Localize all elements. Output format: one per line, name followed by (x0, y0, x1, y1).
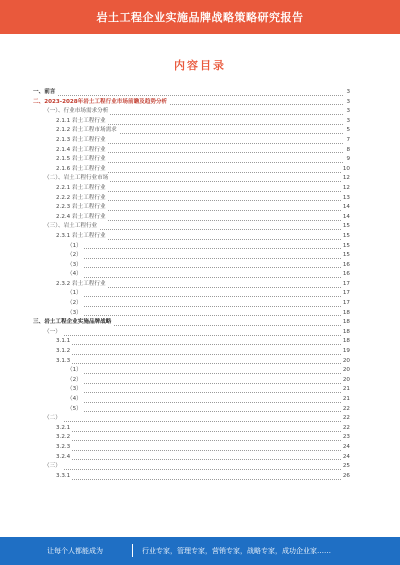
toc-entry[interactable] (33, 299, 350, 309)
toc-leader-dots (67, 392, 343, 393)
toc-entry-page: 22 (342, 405, 350, 415)
table-of-contents (33, 88, 350, 481)
toc-entry-label: 3.1.3 (56, 357, 72, 367)
toc-entry[interactable] (33, 433, 350, 443)
toc-entry-page: 24 (342, 443, 350, 453)
toc-entry[interactable] (33, 472, 350, 482)
toc-entry-label: 2.1.4 岩土工程行业 (56, 146, 108, 156)
toc-entry-label: 2.1.1 岩土工程行业 (56, 117, 108, 127)
toc-entry-label: （三）、岩土工程行业 (44, 222, 99, 232)
report-header-bar (0, 0, 400, 34)
toc-entry-page: 17 (342, 289, 350, 299)
toc-entry-label: （1） (67, 289, 84, 299)
footer-bar (0, 537, 400, 565)
toc-leader-dots (56, 450, 343, 451)
toc-entry-page: 15 (342, 251, 350, 261)
toc-entry-page: 24 (342, 453, 350, 463)
toc-entry-label: 3.1.1 (56, 337, 72, 347)
toc-entry[interactable] (33, 213, 350, 223)
toc-leader-dots (33, 95, 343, 96)
toc-leader-dots (67, 267, 343, 268)
toc-entry-page: 22 (342, 414, 350, 424)
toc-entry[interactable] (33, 347, 350, 357)
toc-entry-label: 2.2.4 岩土工程行业 (56, 213, 108, 223)
toc-entry[interactable] (33, 337, 350, 347)
toc-entry[interactable] (33, 289, 350, 299)
toc-entry-page: 20 (342, 366, 350, 376)
toc-entry-label: （一） (44, 328, 63, 338)
toc-entry-page: 18 (342, 318, 350, 328)
toc-entry-page: 8 (345, 146, 350, 156)
toc-entry[interactable] (33, 261, 350, 271)
footer-slogan: 让每个人都能成为 (47, 547, 103, 555)
toc-entry-label: （5） (67, 405, 84, 415)
toc-entry-page: 15 (342, 222, 350, 232)
toc-heading: 内容目录 (174, 59, 226, 72)
toc-entry-label: 2.2.3 岩土工程行业 (56, 203, 108, 213)
toc-leader-dots (44, 335, 343, 336)
toc-entry[interactable] (33, 126, 350, 136)
toc-entry[interactable] (33, 98, 350, 108)
toc-entry-label: 2.1.5 岩土工程行业 (56, 155, 108, 165)
toc-entry-label: （3） (67, 385, 84, 395)
toc-leader-dots (67, 402, 343, 403)
toc-entry[interactable] (33, 242, 350, 252)
toc-entry-label: 2.1.6 岩土工程行业 (56, 165, 108, 175)
toc-entry[interactable] (33, 280, 350, 290)
toc-entry[interactable] (33, 462, 350, 472)
toc-entry-label: 2.3.1 岩土工程行业 (56, 232, 108, 242)
toc-leader-dots (67, 306, 343, 307)
toc-entry-label: 2.1.3 岩土工程行业 (56, 136, 108, 146)
toc-entry-page: 17 (342, 299, 350, 309)
toc-entry-label: 3.2.2 (56, 433, 72, 443)
toc-entry-label: 3.2.1 (56, 424, 72, 434)
toc-leader-dots (44, 469, 343, 470)
toc-entry-label: 3.2.3 (56, 443, 72, 453)
toc-entry-page: 17 (342, 280, 350, 290)
toc-entry-page: 15 (342, 232, 350, 242)
toc-entry[interactable] (33, 184, 350, 194)
toc-entry[interactable] (33, 443, 350, 453)
toc-entry-page: 20 (342, 357, 350, 367)
toc-entry-page: 3 (345, 88, 350, 98)
toc-entry-page: 15 (342, 242, 350, 252)
toc-entry-label: 2.1.2 岩土工程市场需求 (56, 126, 119, 136)
toc-entry-page: 14 (342, 203, 350, 213)
toc-entry[interactable] (33, 270, 350, 280)
toc-entry-page: 21 (342, 395, 350, 405)
toc-entry[interactable] (33, 424, 350, 434)
toc-entry[interactable] (33, 385, 350, 395)
toc-entry[interactable] (33, 395, 350, 405)
toc-leader-dots (56, 431, 343, 432)
toc-entry-page: 23 (342, 433, 350, 443)
toc-entry-page: 12 (342, 184, 350, 194)
toc-entry-label: 3.3.1 (56, 472, 72, 482)
toc-entry-page: 22 (342, 424, 350, 434)
toc-entry-page: 21 (342, 385, 350, 395)
toc-entry-page: 26 (342, 472, 350, 482)
toc-entry-label: （3） (67, 261, 84, 271)
toc-entry-label: 一、前言 (33, 88, 57, 98)
toc-entry-page: 7 (345, 136, 350, 146)
toc-entry-page: 13 (342, 194, 350, 204)
toc-entry-label: （二）、岩土工程行业市场 (44, 174, 110, 184)
toc-entry[interactable] (33, 232, 350, 242)
toc-entry[interactable] (33, 165, 350, 175)
toc-entry[interactable] (33, 107, 350, 117)
toc-leader-dots (67, 277, 343, 278)
toc-entry[interactable] (33, 376, 350, 386)
footer-services: 行业专家，管理专家，营销专家，战略专家，成功企业家…… (142, 547, 331, 555)
toc-entry-page: 12 (342, 174, 350, 184)
toc-entry-page: 5 (345, 126, 350, 136)
toc-entry-page: 3 (345, 107, 350, 117)
toc-entry-label: 3.1.2 (56, 347, 72, 357)
report-title: 岩土工程企业实施品牌战略策略研究报告 (96, 11, 304, 24)
toc-entry-page: 3 (345, 117, 350, 127)
toc-entry[interactable] (33, 251, 350, 261)
toc-leader-dots (67, 258, 343, 259)
toc-entry-label: 3.2.4 (56, 453, 72, 463)
toc-leader-dots (44, 421, 343, 422)
toc-entry-page: 3 (345, 98, 350, 108)
toc-leader-dots (56, 440, 343, 441)
toc-entry-label: （4） (67, 270, 84, 280)
toc-entry-page: 18 (342, 328, 350, 338)
toc-entry-page: 18 (342, 309, 350, 319)
toc-leader-dots (67, 296, 343, 297)
toc-entry[interactable] (33, 405, 350, 415)
toc-entry[interactable] (33, 146, 350, 156)
toc-entry-label: 2.2.1 岩土工程行业 (56, 184, 108, 194)
toc-entry-page: 9 (345, 155, 350, 165)
toc-entry-label: 二、2023-2028年岩土工程行业市场前瞻及趋势分析 (33, 98, 169, 108)
toc-entry-label: （一）、行业市场需求分析 (44, 107, 110, 117)
toc-entry[interactable] (33, 357, 350, 367)
toc-leader-dots (56, 363, 343, 364)
toc-entry[interactable] (33, 136, 350, 146)
toc-leader-dots (67, 383, 343, 384)
toc-entry[interactable] (33, 88, 350, 98)
toc-entry[interactable] (33, 318, 350, 328)
toc-leader-dots (67, 248, 343, 249)
toc-leader-dots (67, 411, 343, 412)
toc-entry[interactable] (33, 174, 350, 184)
toc-entry-label: 2.3.2 岩土工程行业 (56, 280, 108, 290)
toc-entry-page: 16 (342, 270, 350, 280)
toc-leader-dots (56, 354, 343, 355)
toc-entry-label: （1） (67, 366, 84, 376)
toc-entry[interactable] (33, 222, 350, 232)
toc-entry-page: 18 (342, 337, 350, 347)
toc-entry[interactable] (33, 366, 350, 376)
toc-entry[interactable] (33, 453, 350, 463)
toc-entry-label: （2） (67, 251, 84, 261)
toc-entry-label: （二） (44, 414, 63, 424)
toc-entry-page: 16 (342, 261, 350, 271)
toc-entry-label: （2） (67, 299, 84, 309)
toc-leader-dots (67, 373, 343, 374)
toc-entry-label: （2） (67, 376, 84, 386)
toc-entry[interactable] (33, 194, 350, 204)
toc-entry-label: （三） (44, 462, 63, 472)
toc-entry-page: 19 (342, 347, 350, 357)
toc-entry-page: 25 (342, 462, 350, 472)
toc-entry-label: 三、岩土工程企业实施品牌战略 (33, 318, 113, 328)
toc-entry-label: （1） (67, 242, 84, 252)
toc-entry[interactable] (33, 203, 350, 213)
toc-entry-page: 20 (342, 376, 350, 386)
toc-entry-label: 2.2.2 岩土工程行业 (56, 194, 108, 204)
toc-entry[interactable] (33, 328, 350, 338)
toc-leader-dots (67, 315, 343, 316)
footer-divider (132, 544, 133, 557)
toc-leader-dots (56, 344, 343, 345)
toc-entry-page: 14 (342, 213, 350, 223)
toc-entry[interactable] (33, 309, 350, 319)
toc-entry-page: 10 (342, 165, 350, 175)
toc-entry-label: （3） (67, 309, 84, 319)
toc-entry[interactable] (33, 414, 350, 424)
toc-leader-dots (56, 459, 343, 460)
toc-entry-label: （4） (67, 395, 84, 405)
toc-entry[interactable] (33, 117, 350, 127)
toc-leader-dots (56, 479, 343, 480)
toc-entry[interactable] (33, 155, 350, 165)
